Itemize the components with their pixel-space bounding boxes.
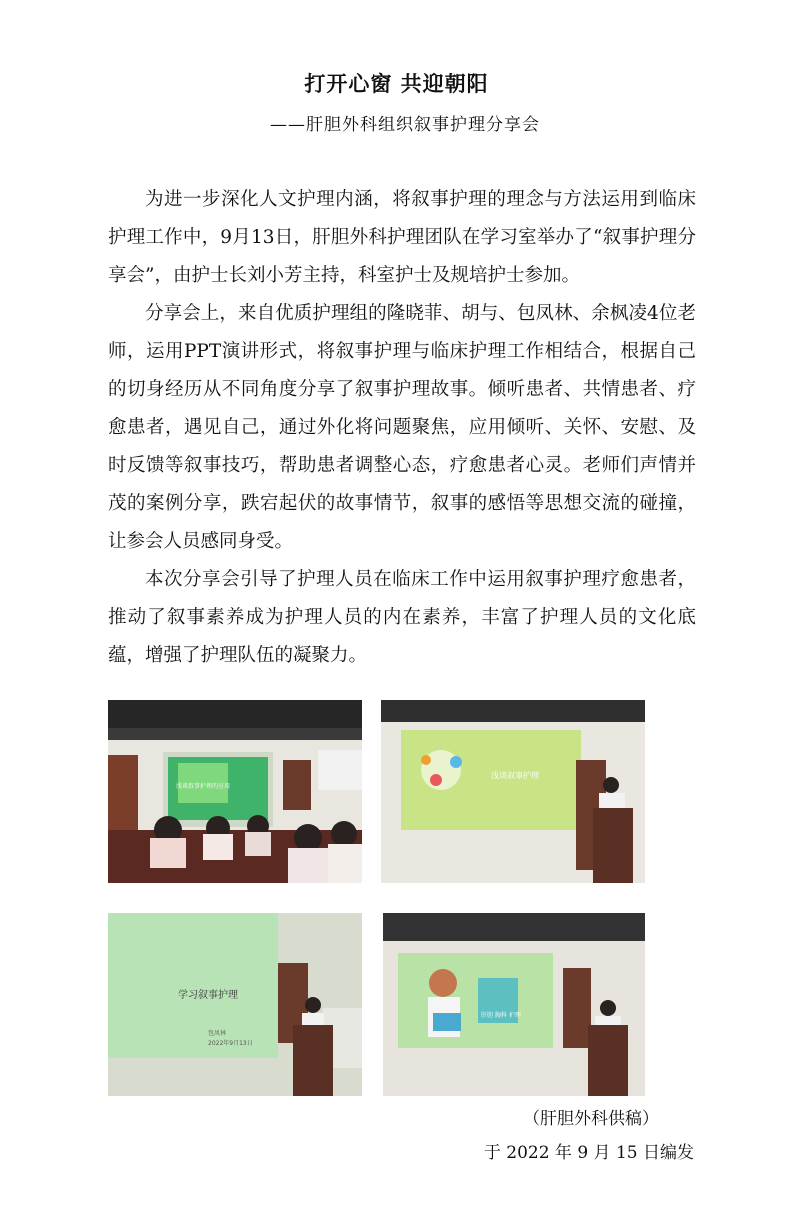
article-subtitle: ——肝胆外科组织叙事护理分享会 xyxy=(270,115,540,135)
photo-title-slide xyxy=(108,913,362,1096)
photo-slide-presenter xyxy=(381,700,645,883)
article-title: 打开心窗 共迎朝阳 xyxy=(304,72,489,96)
slide-title: 学习叙事护理 xyxy=(178,990,238,1001)
slide-text: 浅谈叙事护理的应用 xyxy=(176,783,231,790)
credit-line: （肝胆外科供稿） xyxy=(523,1109,659,1129)
slide-text: 肝胆 胸科 护理 xyxy=(481,1012,521,1019)
photo-nurse-slide xyxy=(383,913,645,1096)
paragraph-2: 分享会上，来自优质护理组的隆晓菲、胡与、包凤林、余枫凌4位老师，运用PPT演讲形式，将叙事护理与临床护理工作相结合，根据自己的切身经历从不同角度分享了叙事护理故事。倾听患者、共情患者、疗愈患者，遇见自己，通过外化将问题聚焦，应用倾听、关怀、安慰、及时反馈等叙事技巧，帮助患者调整心态，疗愈患者心灵。老师们声情并茂的案例分享，跌宕起伏的故事情节，叙事的感悟等思想交流的碰撞，让参会人员感同身受。 xyxy=(108,303,696,552)
slide-date: 2022年9月13日 xyxy=(208,1040,253,1047)
article-body xyxy=(108,181,696,675)
date-line: 于 2022 年 9 月 15 日编发 xyxy=(483,1143,694,1163)
photo-audience-presentation xyxy=(108,700,362,883)
slide-text: 浅谈叙事护理 xyxy=(491,771,539,780)
slide-name: 包凤林 xyxy=(208,1030,227,1037)
paragraph-3: 本次分享会引导了护理人员在临床工作中运用叙事护理疗愈患者，推动了叙事素养成为护理人员的内在素养，丰富了护理人员的文化底蕴，增强了护理队伍的凝聚力。 xyxy=(108,569,696,666)
paragraph-1: 为进一步深化人文护理内涵，将叙事护理的理念与方法运用到临床护理工作中，9月13日，肝胆外科护理团队在学习室举办了“叙事护理分享会”，由护士长刘小芳主持，科室护士及规培护士参加。 xyxy=(108,189,696,286)
